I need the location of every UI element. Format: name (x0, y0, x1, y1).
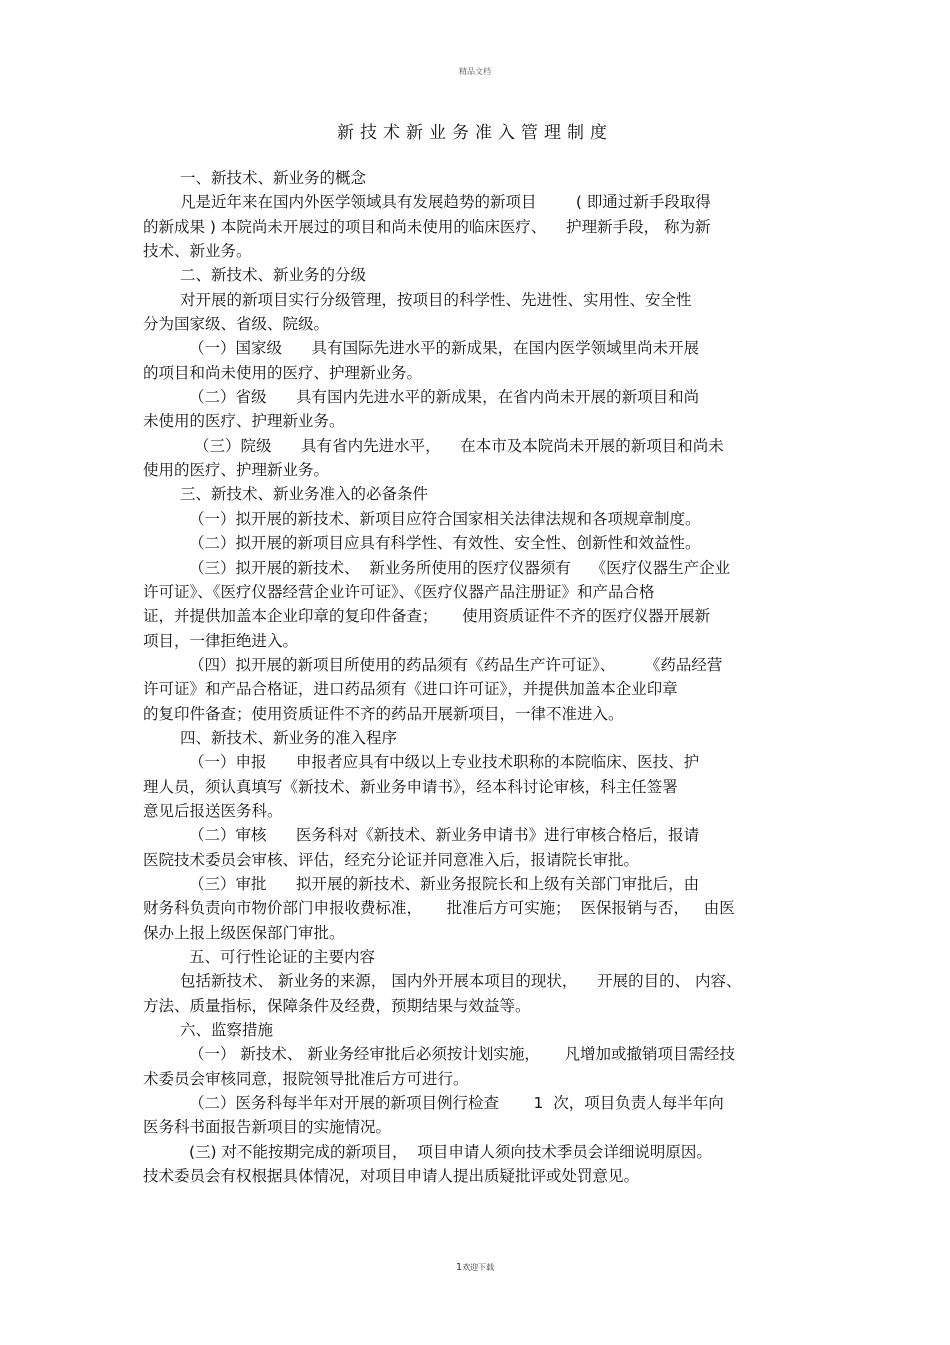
text-line: 理人员，须认真填写《新技术、新业务申请书》，经本科讨论审核，科主任签署 (143, 777, 678, 796)
text-line: 保办上报上级医保部门审批。 (143, 923, 345, 942)
text-line: （三）拟开展的新技术、 新业务所使用的医疗仪器须有 《医疗仪器生产企业 (189, 558, 731, 577)
text-line: 意见后报送医务科。 (143, 801, 283, 820)
text-line: 技术、新业务。 (143, 242, 252, 261)
page-number: 1 (455, 1262, 463, 1273)
text-line: 术委员会审核同意，报院领导批准后方可进行。 (143, 1069, 469, 1088)
text-line: 证，并提供加盖本企业印章的复印件备查； 使用资质证件不齐的医疗仪器开展新 (143, 607, 711, 626)
text-line: 使用的医疗、护理新业务。 (143, 461, 330, 480)
text-line: 分为国家级、省级、院级。 (143, 315, 330, 334)
text-line: （二）拟开展的新项目应具有科学性、有效性、安全性、创新性和效益性。 (189, 534, 701, 553)
text-line: 四、新技术、新业务的准入程序 (180, 728, 398, 747)
text-line: 许可证》和产品合格证，进口药品须有《进口许可证》，并提供加盖本企业印章 (143, 680, 678, 699)
text-line: 医务科书面报告新项目的实施情况。 (143, 1118, 392, 1137)
text-line: 技术委员会有权根据具体情况，对项目申请人提出质疑批评或处罚意见。 (143, 1167, 640, 1186)
text-line: （二）审核 医务科对《新技术、新业务申请书》进行审核合格后，报请 (189, 826, 700, 845)
document-body (143, 166, 811, 1188)
text-line: （二）医务科每半年对开展的新项目例行检查 1 次，项目负责人每半年向 (189, 1094, 724, 1113)
text-line: 一、新技术、新业务的概念 (180, 169, 367, 187)
text-line: （一）拟开展的新技术、新项目应符合国家相关法律法规和各项规章制度。 (189, 509, 701, 528)
text-line: 二、新技术、新业务的分级 (180, 266, 367, 285)
text-line: 的项目和尚未使用的医疗、护理新业务。 (143, 363, 423, 382)
text-line: 项目，一律拒绝进入。 (143, 631, 299, 650)
text-line: （三）审批 拟开展的新技术、新业务报院长和上级有关部门审批后，由 (189, 874, 700, 893)
text-line: 三、新技术、新业务准入的必备条件 (180, 485, 429, 504)
page-footer (0, 1262, 950, 1273)
text-line: 凡是近年来在国内外医学领域具有发展趋势的新项目 ( 即通过新手段取得 (180, 193, 711, 212)
text-line: （一） 新技术、 新业务经审批后必须按计划实施， 凡增加或撤销项目需经技 (189, 1045, 735, 1064)
text-line: （三）院级 具有省内先进水平， 在本市及本院尚未开展的新项目和尚未 (194, 436, 724, 455)
text-line: （二）省级 具有国内先进水平的新成果，在省内尚未开展的新项目和尚 (189, 388, 700, 407)
text-line: 医院技术委员会审核、评估，经充分论证并同意准入后，报请院长审批。 (143, 850, 640, 869)
text-line: 五、可行性论证的主要内容 (189, 948, 376, 966)
text-line: (三) 对不能按期完成的新项目， 项目申请人须向技术季员会详细说明原因。 (189, 1142, 712, 1161)
document-title: 新技术新业务准入管理制度 (337, 123, 613, 143)
text-line: 包括新技术、 新业务的来源， 国内外开展本项目的现状， 开展的目的、 内容、 (180, 972, 742, 991)
text-line: （一）国家级 具有国际先进水平的新成果，在国内医学领域里尚未开展 (189, 339, 700, 358)
text-line: 六、监察措施 (180, 1021, 274, 1040)
text-line: 方法、质量指标，保障条件及经费，预期结果与效益等。 (143, 996, 531, 1015)
footer-note: 欢迎下载 (462, 1263, 495, 1272)
header-note: 精品文档 (459, 67, 491, 76)
text-line: 对开展的新项目实行分级管理，按项目的科学性、先进性、实用性、安全性 (180, 290, 692, 309)
text-line: 的复印件备查；使用资质证件不齐的药品开展新项目，一律不准进入。 (143, 704, 624, 723)
text-line: 的新成果 ) 本院尚未开展过的项目和尚未使用的临床医疗、 护理新手段， 称为新 (143, 217, 711, 236)
text-line: 许可证》、《医疗仪器经营企业许可证》、《医疗仪器产品注册证》和产品合格 (143, 582, 655, 601)
text-line: 未使用的医疗、护理新业务。 (143, 412, 345, 431)
text-line: （四）拟开展的新项目所使用的药品须有《药品生产许可证》、 《药品经营 (189, 655, 723, 674)
text-line: （一）申报 申报者应具有中级以上专业技术职称的本院临床、医技、护 (189, 753, 700, 772)
text-line: 财务科负责向市物价部门申报收费标准， 批准后方可实施； 医保报销与否， 由医 (143, 899, 735, 918)
